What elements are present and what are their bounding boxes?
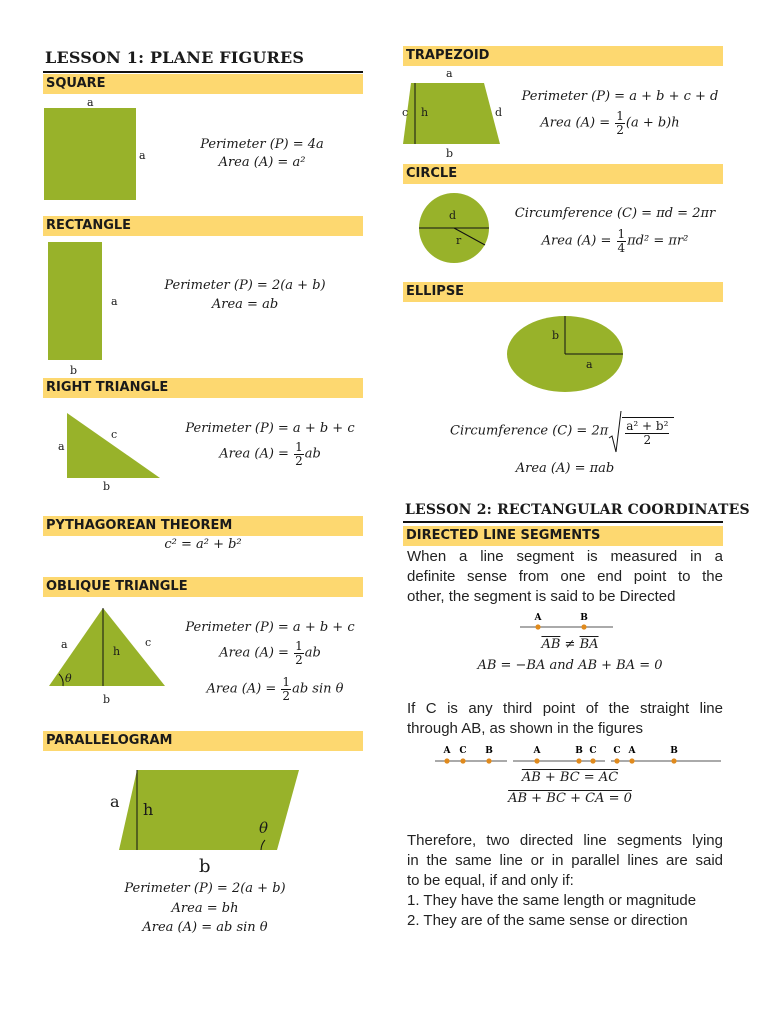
directed-paragraph-3: Therefore, two directed line segments lying in the same line or in parallel lines are said to be equal, if and only if: 1. They have the same length or magnitude 2. They are of the same sense or direction <box>407 832 723 929</box>
right-triangle-figure <box>60 410 170 482</box>
directed-list-item-1: 1. They have the same length or magnitude <box>407 892 697 909</box>
lesson2-title: LESSON 2: RECTANGULAR COORDINATES <box>405 502 750 518</box>
oblique-triangle-area-1: Area (A) = $\frac{1}{2}$ ab <box>219 639 321 667</box>
trapezoid-figure <box>400 80 505 148</box>
lesson1-title: LESSON 1: PLANE FIGURES <box>45 48 305 67</box>
oblique-triangle-label-h: h <box>113 645 121 658</box>
svg-text:A: A <box>443 746 451 756</box>
ellipse-area: Area (A) = πab <box>515 461 615 476</box>
lesson1-title-rule <box>43 71 363 73</box>
directed-paragraph-1: When a line segment is measured in a definite sense from one end point to the other, the segment is said to be Directed <box>407 548 723 605</box>
svg-text:A: A <box>533 746 541 756</box>
trapezoid-heading: TRAPEZOID <box>403 46 723 66</box>
parallelogram-area-2: Area (A) = ab sin θ <box>142 920 268 935</box>
trapezoid-label-d: d <box>495 106 503 119</box>
ellipse-figure <box>504 314 626 396</box>
directed-list-item-2: 2. They are of the same sense or direction <box>407 912 688 929</box>
oblique-triangle-label-b: b <box>103 693 111 706</box>
parallelogram-label-a: a <box>110 792 120 811</box>
rectangle-figure <box>45 240 115 364</box>
trapezoid-label-c: c <box>402 106 409 119</box>
lesson2-title-rule <box>403 521 723 523</box>
directed-eq-1: $\overline{AB} \ne \overline{BA}$ <box>541 637 599 652</box>
directed-eq-4: AB + BC + CA = 0 <box>508 791 632 806</box>
right-triangle-perimeter: Perimeter (P) = a + b + c <box>185 421 355 436</box>
directed-paragraph-2: If C is any third point of the straight line through AB, as shown in the figures <box>407 700 723 737</box>
pythagorean-heading: PYTHAGOREAN THEOREM <box>43 516 363 536</box>
square-heading: SQUARE <box>43 74 363 94</box>
right-triangle-label-b: b <box>103 480 111 493</box>
square-area: Area (A) = a² <box>218 155 306 170</box>
oblique-triangle-label-theta: θ <box>65 672 72 685</box>
pythagorean-formula: c² = a² + b² <box>164 537 242 552</box>
svg-text:C: C <box>589 746 597 756</box>
rectangle-area: Area = ab <box>211 297 279 312</box>
trapezoid-label-a: a <box>446 67 453 80</box>
trapezoid-area: Area (A) = $\frac{1}{2}$ (a + b)h <box>540 109 680 137</box>
rectangle-label-a: a <box>111 295 118 308</box>
ellipse-circumference: Circumference (C) = 2π $\frac{\text{a² + b²}}{2}$ <box>450 410 700 454</box>
parallelogram-heading: PARALLELOGRAM <box>43 731 363 751</box>
directed-figure-2 <box>433 743 723 767</box>
circle-label-d: d <box>449 209 457 222</box>
svg-text:B: B <box>575 746 583 756</box>
parallelogram-label-b: b <box>199 856 211 877</box>
fig1-label-a: A <box>534 613 542 623</box>
directed-eq-2: AB = −BA and AB + BA = 0 <box>477 658 663 673</box>
trapezoid-label-h: h <box>421 106 429 119</box>
parallelogram-label-theta: θ <box>259 819 269 837</box>
square-perimeter: Perimeter (P) = 4a <box>200 137 324 152</box>
right-triangle-label-c: c <box>111 428 118 441</box>
oblique-triangle-perimeter: Perimeter (P) = a + b + c <box>185 620 355 635</box>
directed-heading: DIRECTED LINE SEGMENTS <box>403 526 723 546</box>
directed-eq-3: AB + BC = AC <box>521 770 619 785</box>
right-triangle-label-a: a <box>58 440 65 453</box>
right-triangle-heading: RIGHT TRIANGLE <box>43 378 363 398</box>
right-triangle-area-fraction: $\frac{1}{2}$ <box>295 440 303 468</box>
ellipse-label-b: b <box>552 329 560 342</box>
fig2-segment-2 <box>513 746 605 764</box>
ellipse-heading: ELLIPSE <box>403 282 723 302</box>
circle-label-r: r <box>456 234 462 247</box>
ellipse-label-a: a <box>586 358 593 371</box>
square-label-right: a <box>139 149 146 162</box>
circle-area: Area (A) = $\frac{1}{4}$ πd² = πr² <box>541 227 689 255</box>
svg-text:C: C <box>613 746 621 756</box>
square-label-top: a <box>87 96 94 109</box>
sqrt-sign <box>608 410 622 454</box>
parallelogram-area-1: Area = bh <box>171 901 239 916</box>
right-triangle-area: Area (A) = $\frac{1}{2}$ ab <box>219 440 321 468</box>
fig1-label-b: B <box>580 613 588 623</box>
circle-circumference: Circumference (C) = πd = 2πr <box>514 206 716 221</box>
svg-text:B: B <box>485 746 493 756</box>
oblique-triangle-label-c: c <box>145 636 152 649</box>
directed-figure-1 <box>517 610 617 634</box>
oblique-triangle-area-2: Area (A) = $\frac{1}{2}$ ab sin θ <box>206 675 344 703</box>
circle-heading: CIRCLE <box>403 164 723 184</box>
trapezoid-perimeter: Perimeter (P) = a + b + c + d <box>521 89 719 104</box>
svg-text:A: A <box>628 746 636 756</box>
svg-text:B: B <box>670 746 678 756</box>
rectangle-perimeter: Perimeter (P) = 2(a + b) <box>164 278 326 293</box>
rectangle-heading: RECTANGLE <box>43 216 363 236</box>
rectangle-label-b: b <box>70 364 78 377</box>
svg-text:C: C <box>459 746 467 756</box>
oblique-triangle-heading: OBLIQUE TRIANGLE <box>43 577 363 597</box>
circle-figure <box>416 190 492 266</box>
parallelogram-label-h: h <box>143 800 154 819</box>
oblique-triangle-label-a: a <box>61 638 68 651</box>
fig2-segment-1 <box>435 746 507 764</box>
fig2-segment-3 <box>611 746 721 764</box>
trapezoid-label-b: b <box>446 147 454 160</box>
parallelogram-perimeter: Perimeter (P) = 2(a + b) <box>124 881 286 896</box>
